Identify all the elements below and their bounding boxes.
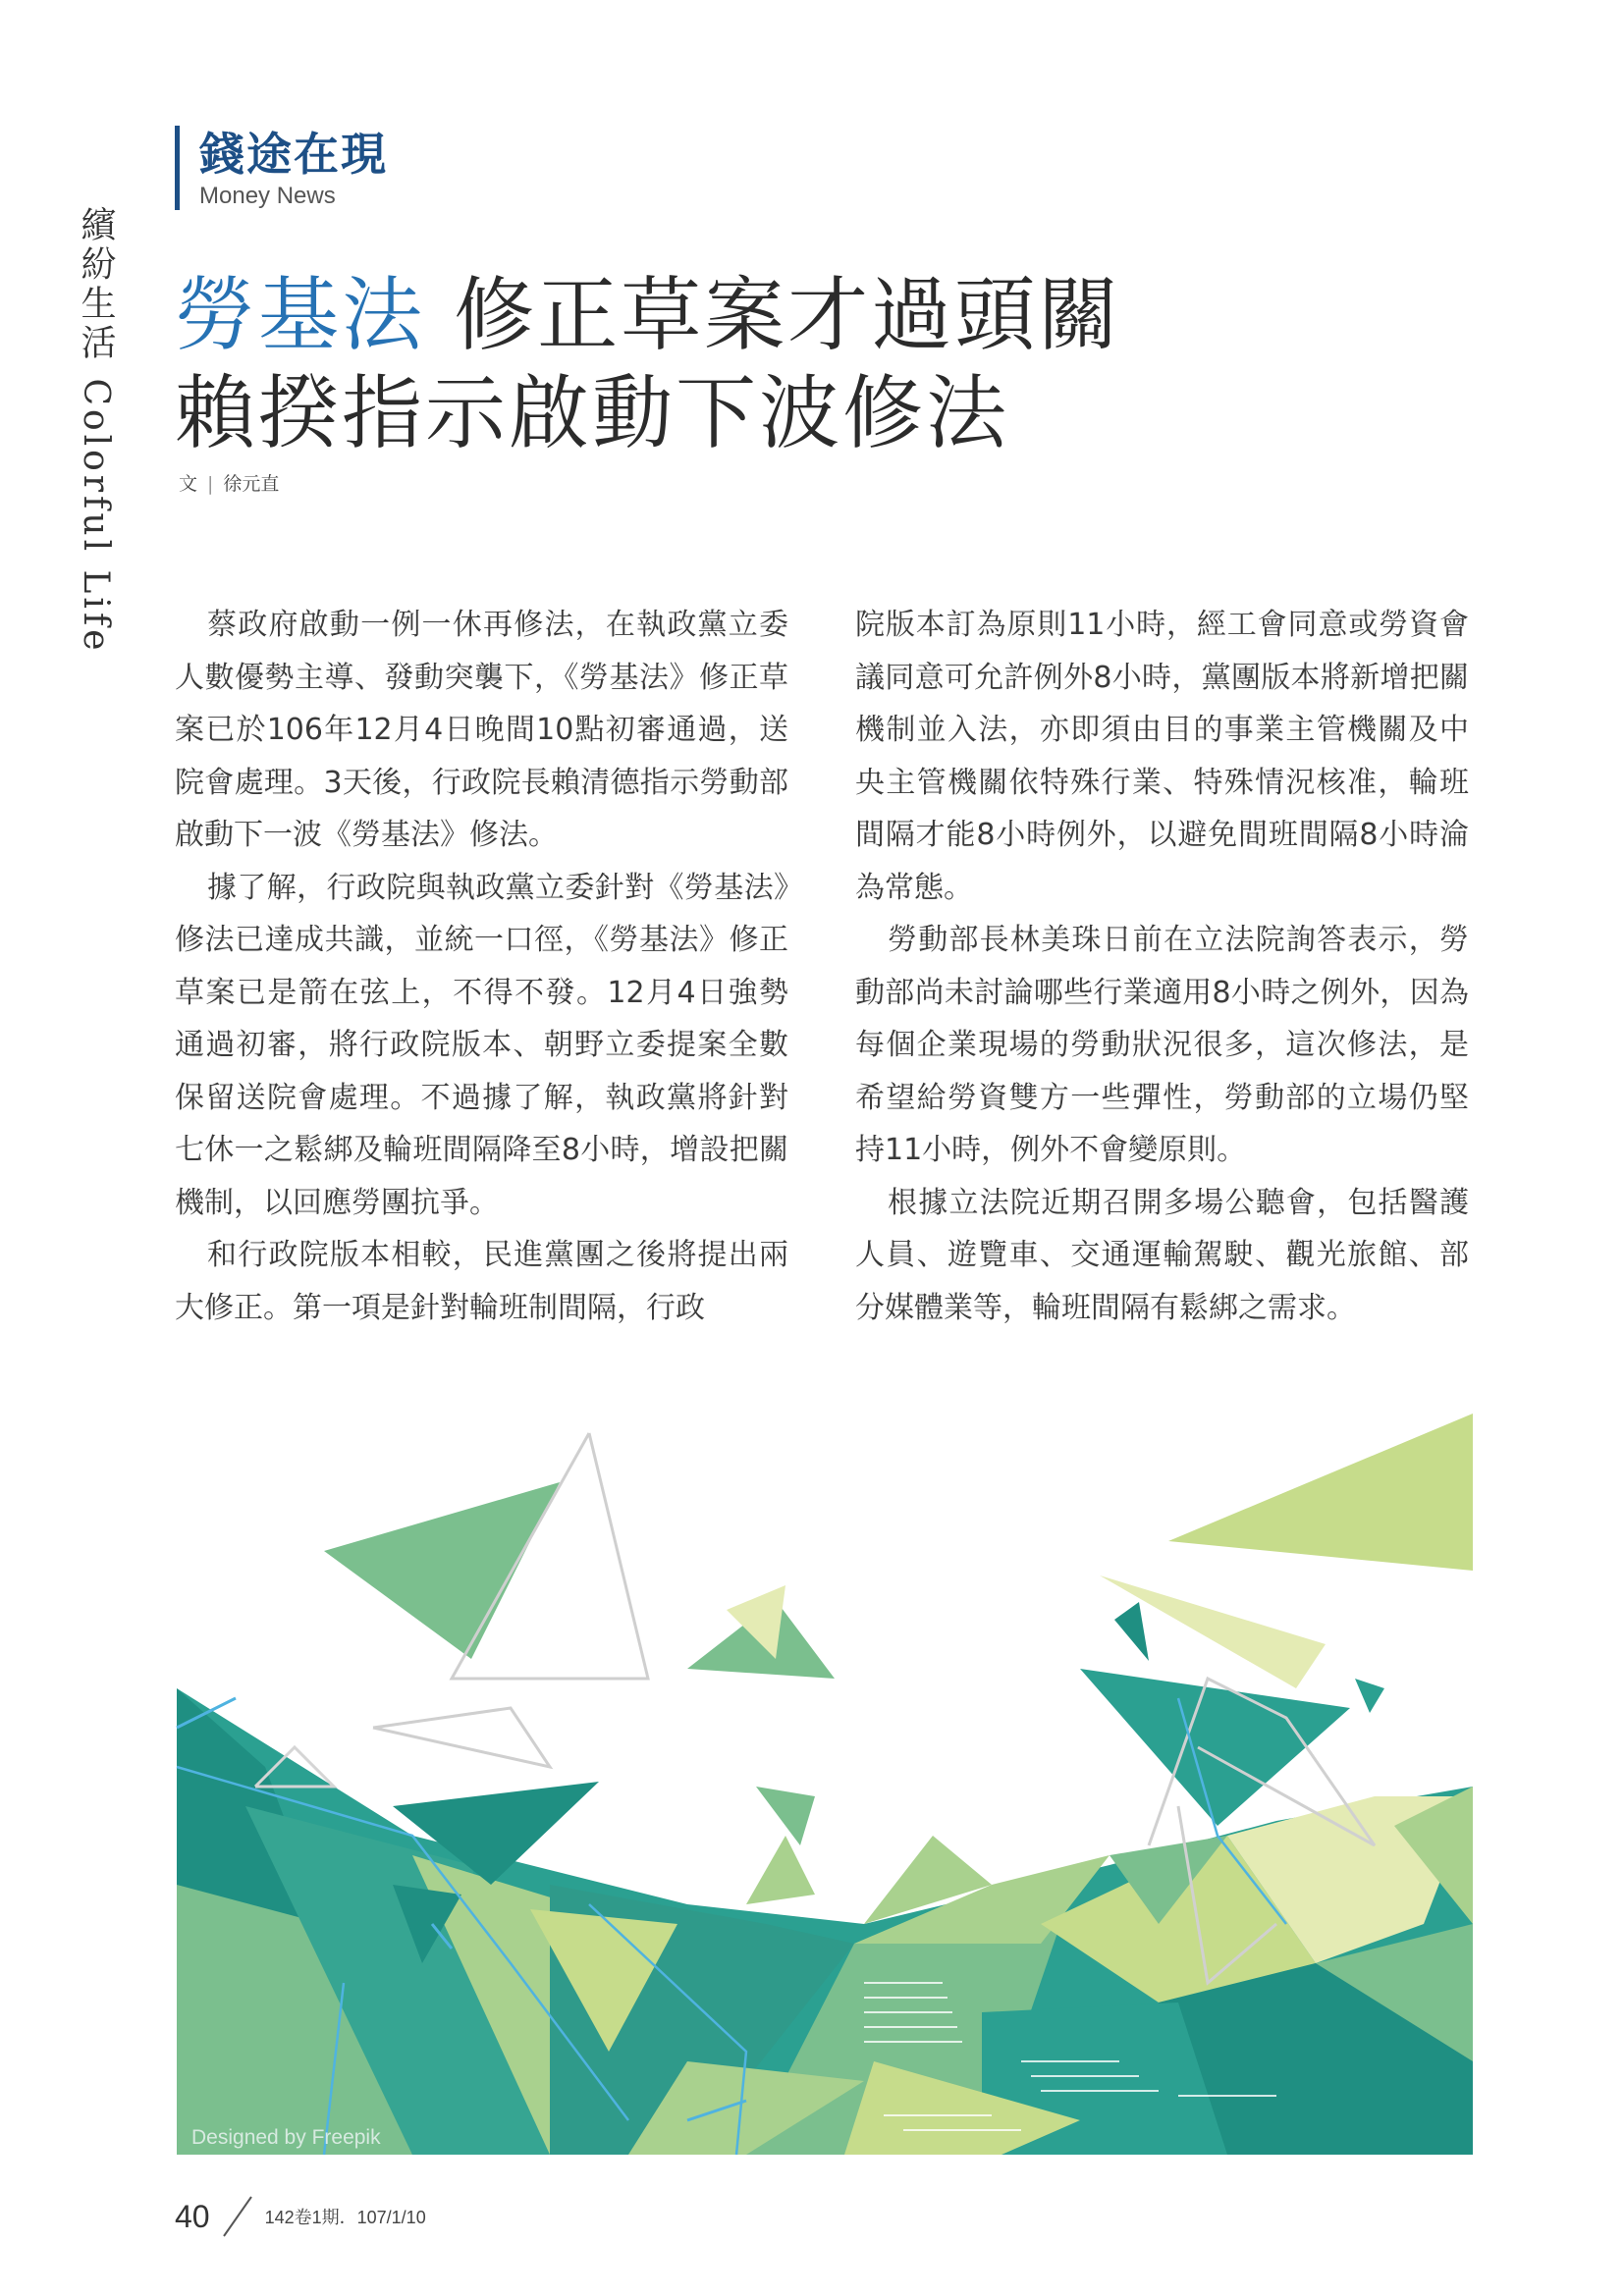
floating-triangle bbox=[1114, 1602, 1149, 1661]
article-headline bbox=[175, 267, 1451, 463]
byline-label: 文 bbox=[179, 473, 198, 495]
headline-line-1 bbox=[175, 267, 1451, 365]
section-subtitle: Money News bbox=[199, 183, 336, 209]
page-number: 40 bbox=[175, 2198, 210, 2234]
floating-triangle bbox=[1355, 1679, 1384, 1713]
section-title: 錢途在現 bbox=[199, 128, 388, 181]
article-column-right bbox=[855, 599, 1469, 1334]
outline-triangle bbox=[373, 1708, 550, 1767]
page-footer bbox=[175, 2195, 426, 2238]
headline-line-2: 賴揆指示啟動下波修法 bbox=[175, 367, 1010, 460]
byline bbox=[179, 469, 279, 496]
floating-triangle bbox=[1080, 1669, 1350, 1826]
section-header bbox=[175, 126, 388, 210]
floating-triangle bbox=[1168, 1414, 1473, 1571]
paragraph-continued: 院版本訂為原則11小時，經工會同意或勞資會議同意可允許例外8小時，黨團版本將新增把關機制並入法，亦即須由目的事業主管機關及中央主管機關依特殊行業、特殊情況核准，輪班間隔才能8小時例外，以避免間班間隔8小時淪為常態。 bbox=[855, 608, 1469, 905]
illustration-credit: Designed by Freepik bbox=[191, 2126, 381, 2149]
slash-divider-icon bbox=[218, 2195, 257, 2238]
paragraph: 勞動部長林美珠日前在立法院詢答表示，勞動部尚未討論哪些行業適用8小時之例外，因為每個企業現場的勞動狀況很多，這次修法，是希望給勞資雙方一些彈性，勞動部的立場仍堅持11小時，例外不會變原則。 bbox=[855, 923, 1469, 1167]
article-column-left bbox=[175, 599, 788, 1334]
floating-triangle bbox=[324, 1482, 560, 1659]
byline-author: 徐元直 bbox=[223, 473, 280, 495]
floating-triangle bbox=[746, 1836, 815, 1904]
issue-info: 142卷1期．107/1/10 bbox=[264, 2208, 426, 2227]
headline-rest: 修正草案才過頭關 bbox=[425, 269, 1122, 362]
paragraph: 根據立法院近期召開多場公聽會，包括醫護人員、遊覽車、交通運輸駕駛、觀光旅館、部分媒體業等，輪班間隔有鬆綁之需求。 bbox=[855, 1185, 1469, 1325]
headline-accent: 勞基法 bbox=[175, 269, 426, 362]
paragraph: 和行政院版本相較，民進黨團之後將提出兩大修正。第一項是針對輪班制間隔，行政 bbox=[175, 1238, 788, 1325]
byline-separator: | bbox=[207, 473, 214, 495]
section-vertical-label: 繽紛生活 Colorful Life bbox=[76, 206, 116, 655]
geometric-illustration bbox=[0, 1374, 1624, 2179]
paragraph: 蔡政府啟動一例一休再修法，在執政黨立委人數優勢主導、發動突襲下，《勞基法》修正草案已於106年12月4日晚間10點初審通過，送院會處理。3天後，行政院長賴清德指示勞動部啟動下一波《勞基法》修法。 bbox=[175, 608, 788, 852]
paragraph: 據了解，行政院與執政黨立委針對《勞基法》修法已達成共識，並統一口徑，《勞基法》修正草案已是箭在弦上，不得不發。12月4日強勢通過初審，將行政院版本、朝野立委提案全數保留送院會處理。不過據了解，執政黨將針對七休一之鬆綁及輪班間隔降至8小時，增設把關機制，以回應勞團抗爭。 bbox=[175, 870, 788, 1220]
